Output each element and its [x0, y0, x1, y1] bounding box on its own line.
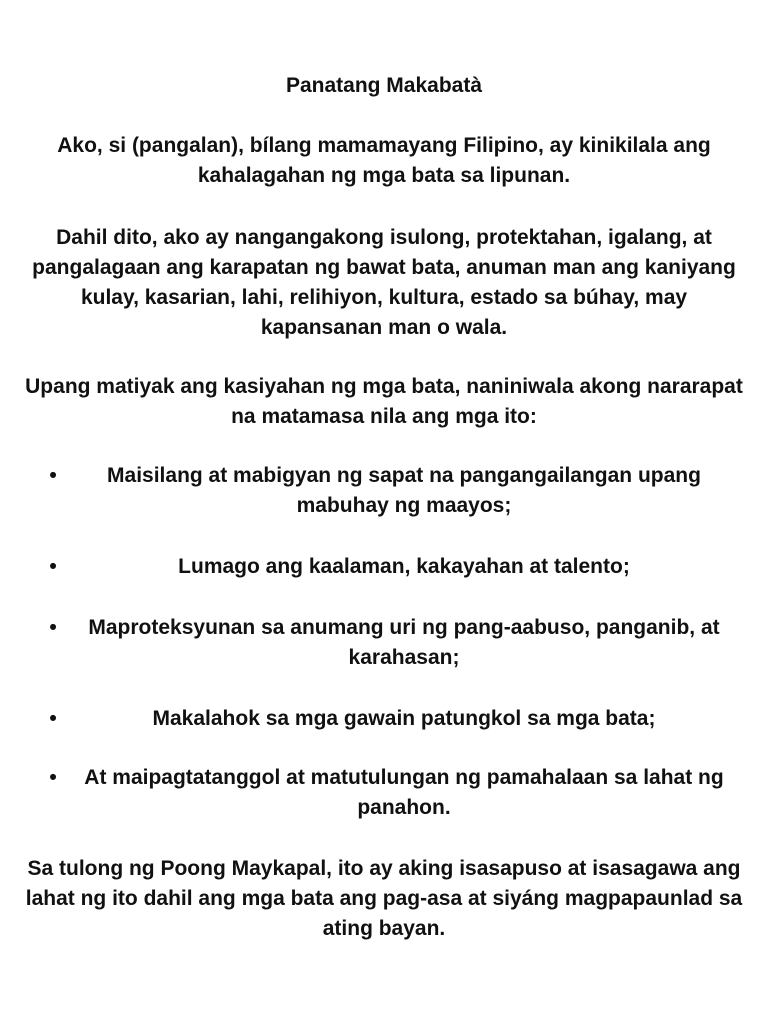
bullet-icon: • [49, 766, 57, 789]
intro-paragraph: Ako, si (pangalan), bílang mamamayang Filipino, ay kinikilala ang kahalagahan ng mga bata sa lipunan. [57, 134, 711, 187]
list-item-text: Maisilang at mabigyan ng sapat na pangangailangan upang mabuhay ng maayos; [107, 464, 701, 517]
bullet-icon: • [49, 616, 57, 639]
bullet-icon: • [49, 555, 57, 578]
bullet-icon: • [49, 707, 57, 730]
list-item-text: Lumago ang kaalaman, kakayahan at talento; [178, 555, 630, 578]
closing-paragraph: Sa tulong ng Poong Maykapal, ito ay aking isasapuso at isasagawa ang lahat ng ito dahil ang mga bata ang pag-asa at siyáng magpapaunlad sa ating bayan. [25, 857, 743, 940]
bullet-icon: • [49, 464, 57, 487]
list-item-text: Maproteksyunan sa anumang uri ng pang-aabuso, panganib, at karahasan; [88, 616, 720, 669]
belief-paragraph: Upang matiyak ang kasiyahan ng mga bata, naniniwala akong nararapat na matamasa nila ang mga ito: [25, 375, 743, 428]
document-title: Panatang Makabatà [285, 74, 483, 97]
commitment-paragraph: Dahil dito, ako ay nangangakong isulong, protektahan, igalang, at pangalagaan ang karapatan ng bawat bata, anuman man ang kaniyang kulay, kasarian, lahi, relihiyon, kultura, estado sa búhay, may kapansanan man o wala. [32, 226, 736, 339]
list-item-text: At maipagtatanggol at matutulungan ng pamahalaan sa lahat ng panahon. [84, 766, 724, 819]
list-item-text: Makalahok sa mga gawain patungkol sa mga bata; [152, 707, 656, 730]
